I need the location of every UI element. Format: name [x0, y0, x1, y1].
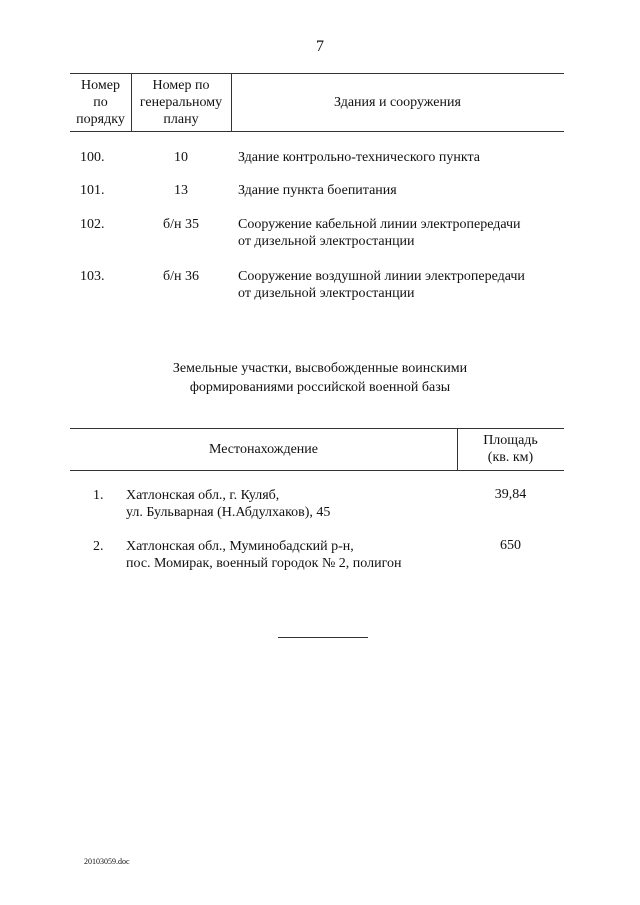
- text-line: Хатлонская обл., г. Куляб,: [126, 488, 280, 503]
- row-building-name: [238, 149, 568, 166]
- row-number: 1.: [93, 488, 104, 503]
- header-line: по: [93, 95, 108, 110]
- row-building-name: [238, 182, 568, 199]
- text-line: Сооружение кабельной линии электропередачи: [238, 217, 521, 232]
- header-line: (кв. км): [487, 450, 534, 465]
- row-plan-number: б/н 35: [162, 217, 199, 232]
- text-line: Здание пункта боепитания: [238, 183, 397, 198]
- row-building-name: [238, 268, 568, 302]
- row-plan-number: б/н 36: [162, 269, 199, 284]
- table-top-border: [70, 73, 564, 74]
- section-title: [0, 359, 640, 397]
- row-building-name: [238, 216, 568, 250]
- table-header-border: [70, 470, 564, 471]
- header-line: Номер по: [152, 78, 210, 93]
- text-line: Хатлонская обл., Муминобадский р-н,: [126, 539, 354, 554]
- header-plan-number: [131, 77, 231, 128]
- row-location: [126, 487, 456, 521]
- header-line: порядку: [76, 112, 125, 127]
- page-number: 7: [316, 38, 324, 55]
- row-number: 100.: [80, 150, 105, 165]
- header-line: Площадь: [483, 433, 538, 448]
- table-header-border: [70, 131, 564, 132]
- text-line: пос. Момирак, военный городок № 2, полигон: [126, 556, 402, 571]
- end-divider: [278, 637, 368, 638]
- row-location: [126, 538, 456, 572]
- row-number: 101.: [80, 183, 105, 198]
- header-location: Местонахождение: [208, 442, 318, 457]
- header-line: генеральному: [139, 95, 223, 110]
- row-number: 2.: [93, 539, 104, 554]
- header-order-number: [70, 77, 131, 128]
- row-area: 650: [500, 538, 521, 553]
- section-title-line: Земельные участки, высвобожденные воинскими: [172, 361, 468, 376]
- text-line: ул. Бульварная (Н.Абдулхаков), 45: [126, 505, 331, 520]
- text-line: от дизельной электростанции: [238, 234, 415, 249]
- text-line: Здание контрольно-технического пункта: [238, 150, 480, 165]
- header-line: Номер: [81, 78, 120, 93]
- row-plan-number: 13: [174, 183, 188, 198]
- text-line: от дизельной электростанции: [238, 286, 415, 301]
- row-number: 103.: [80, 269, 105, 284]
- footer-file-code: 20103059.doc: [84, 857, 130, 866]
- section-title-line: формированиями российской военной базы: [189, 380, 451, 395]
- row-number: 102.: [80, 217, 105, 232]
- row-area: 39,84: [494, 487, 527, 502]
- text-line: Сооружение воздушной линии электропередачи: [238, 269, 525, 284]
- header-buildings: Здания и сооружения: [334, 95, 461, 110]
- row-plan-number: 10: [174, 150, 188, 165]
- header-area: [457, 432, 564, 466]
- header-line: плану: [163, 112, 199, 127]
- table-top-border: [70, 428, 564, 429]
